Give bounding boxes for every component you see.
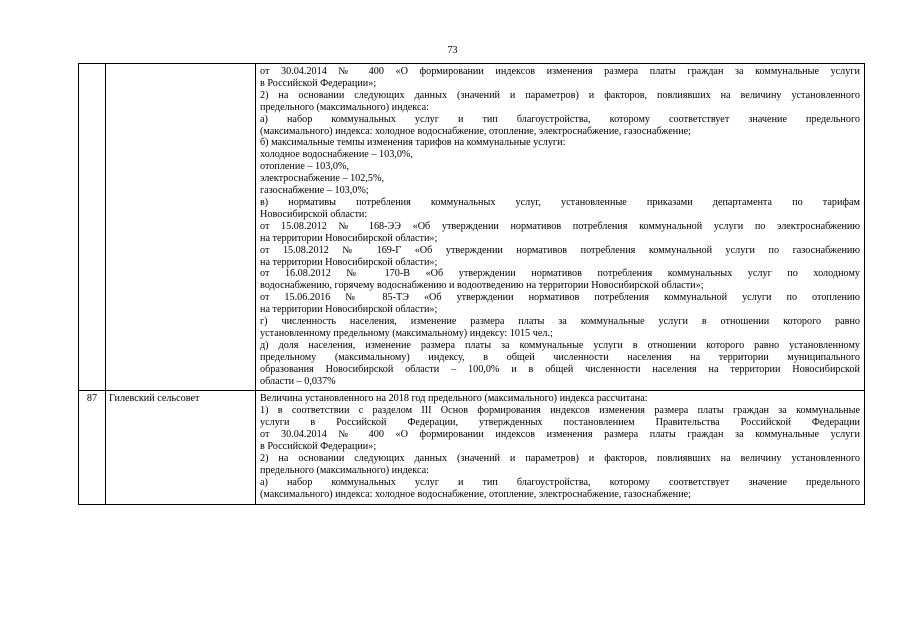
description-line: (максимального) индекса: холодное водоснабжение, отопление, электроснабжение, газоснабжение; <box>260 488 692 500</box>
description-line: а) набор коммунальных услуг и тип благоустройства, которому соответствует значение предельного <box>260 476 860 488</box>
municipality-name-cell <box>106 64 256 391</box>
description-line: от 15.06.2016 № 85-ТЭ «Об утверждении нормативов потребления коммунальной услуги по отоплению <box>260 292 860 304</box>
description-line: в) нормативы потребления коммунальных услуг, установленные приказами департамента по тарифам <box>260 196 860 208</box>
description-line: Величина установленного на 2018 год предельного (максимального) индекса рассчитана: <box>260 393 648 405</box>
table-row <box>79 391 865 504</box>
description-line: водоснабжению, горячему водоснабжению и водоотведению на территории Новосибирской области»; <box>260 280 704 292</box>
description-line: на территории Новосибирской области»; <box>260 304 438 316</box>
description-line: образования Новосибирской области – 100,0% и в общей численности населения на территории Новосибирской <box>260 363 860 375</box>
index-description-cell <box>256 64 865 391</box>
description-line: Новосибирской области: <box>260 208 368 220</box>
description-line: электроснабжение – 102,5%, <box>260 173 385 185</box>
description-line: 2) на основании следующих данных (значений и параметров) и факторов, повлиявших на величину установленного <box>260 89 860 101</box>
description-line: на территории Новосибирской области»; <box>260 232 438 244</box>
description-line: от 30.04.2014 № 400 «О формировании индексов изменения размера платы граждан за коммунальные услуги <box>260 66 860 77</box>
description-line: от 30.04.2014 № 400 «О формировании индексов изменения размера платы граждан за коммунальные услуги <box>260 429 860 441</box>
description-line: 2) на основании следующих данных (значений и параметров) и факторов, повлиявших на величину установленного <box>260 453 860 464</box>
description-line: газоснабжение – 103,0%; <box>260 185 369 197</box>
description-line: предельному (максимальному) индексу, в общей численности населения на территории муниципального <box>260 351 860 363</box>
description-line: от 15.08.2012 № 169-Г «Об утверждении нормативов потребления коммунальной услуги по газоснабжению <box>260 244 860 256</box>
description-line: услуги в Российской Федерации, утвержденных постановлением Правительства Российской Федерации <box>260 417 860 429</box>
table-row <box>79 64 865 391</box>
description-line: предельного (максимального) индекса: <box>260 101 429 113</box>
description-line: (максимального) индекса: холодное водоснабжение, отопление, электроснабжение, газоснабжение; <box>260 125 692 137</box>
description-line: б) максимальные темпы изменения тарифов на коммунальные услуги: <box>260 137 566 149</box>
municipality-name-cell: Гилевский сельсовет <box>106 391 256 504</box>
description-line: установленному предельному (максимальному) индексу: 1015 чел.; <box>260 327 553 339</box>
description-line: 1) в соответствии с разделом III Основ формирования индексов изменения размера платы граждан за коммунальные <box>260 405 860 417</box>
description-line: в Российской Федерации»; <box>260 441 377 453</box>
description-line: области – 0,037% <box>260 375 336 387</box>
description-line: предельного (максимального) индекса: <box>260 464 429 476</box>
page-number: 73 <box>447 45 458 56</box>
description-line: г) численность населения, изменение размера платы за коммунальные услуги в отношении которого равно <box>260 316 860 328</box>
index-description-cell <box>256 391 865 504</box>
description-line: от 16.08.2012 № 170-В «Об утверждении нормативов потребления коммунальных услуг по холодному <box>260 268 860 280</box>
row-number-cell: 87 <box>79 391 106 504</box>
tariff-index-table <box>78 63 865 505</box>
description-line: холодное водоснабжение – 103,0%, <box>260 149 413 161</box>
description-line: в Российской Федерации»; <box>260 77 377 89</box>
description-line: д) доля населения, изменение размера платы за коммунальные услуги в отношении которого равно установленному <box>260 339 860 351</box>
description-line: от 15.08.2012 № 168-ЭЭ «Об утверждении нормативов потребления коммунальной услуги по электроснабжению <box>260 220 860 232</box>
description-line: а) набор коммунальных услуг и тип благоустройства, которому соответствует значение предельного <box>260 113 860 125</box>
row-number-cell <box>79 64 106 391</box>
description-line: отопление – 103,0%, <box>260 161 349 173</box>
description-line: на территории Новосибирской области»; <box>260 256 438 268</box>
